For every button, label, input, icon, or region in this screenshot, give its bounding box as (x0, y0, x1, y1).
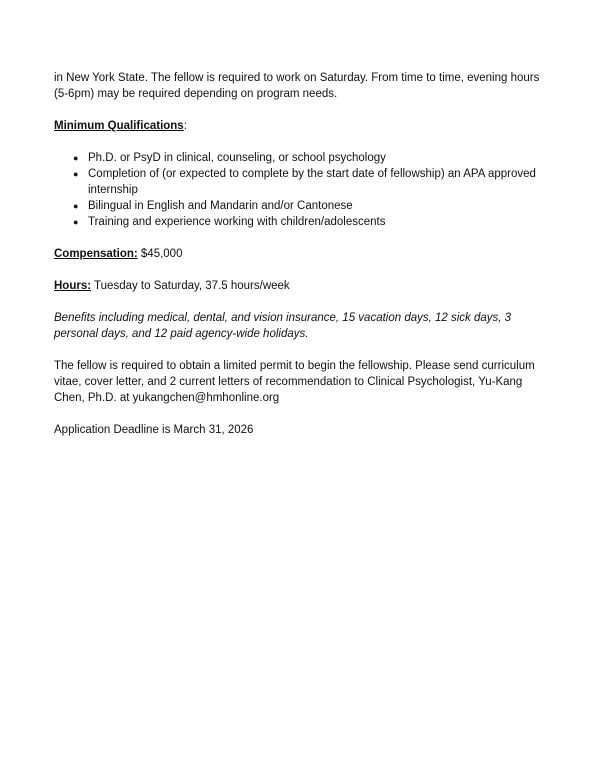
qualifications-list (54, 150, 554, 230)
bullet-icon: ● (73, 201, 79, 211)
list-item (54, 214, 554, 230)
deadline-line: Application Deadline is March 31, 2026 (54, 424, 254, 436)
application-paragraph: The fellow is required to obtain a limited permit to begin the fellowship. Please send curriculum vitae, cover letter, and 2 current letters of recommendation to Clinical Psychologist, Yu-Kang Chen, Ph.D. at yukangchen@hmhonline.org (54, 360, 535, 404)
bullet-icon: ● (73, 217, 79, 227)
bullet-icon: ● (73, 153, 79, 163)
document-page (54, 70, 554, 438)
qualifications-heading: Minimum Qualifications (54, 120, 184, 132)
list-item-text: Training and experience working with children/adolescents (88, 216, 386, 228)
list-item-text: Ph.D. or PsyD in clinical, counseling, or school psychology (88, 152, 386, 164)
list-item (54, 150, 554, 166)
compensation-line (54, 246, 554, 262)
list-item (54, 166, 554, 198)
compensation-value: $45,000 (137, 248, 183, 260)
benefits-paragraph: Benefits including medical, dental, and vision insurance, 15 vacation days, 12 sick days, 3 personal days, and 12 paid agency-wide holidays. (54, 312, 512, 340)
compensation-label: Compensation: (54, 248, 138, 260)
list-item-text: Bilingual in English and Mandarin and/or Cantonese (88, 200, 353, 212)
list-item (54, 198, 554, 214)
hours-value: Tuesday to Saturday, 37.5 hours/week (91, 280, 290, 292)
hours-line (54, 278, 554, 294)
list-item-text: Completion of (or expected to complete by the start date of fellowship) an APA approved internship (88, 168, 536, 196)
intro-paragraph: in New York State. The fellow is required to work on Saturday. From time to time, evening hours (5-6pm) may be required depending on program needs. (54, 72, 540, 100)
qualifications-heading-line (54, 118, 554, 134)
qualifications-heading-colon: : (183, 120, 187, 132)
bullet-icon: ● (73, 169, 79, 179)
hours-label: Hours: (54, 280, 92, 292)
